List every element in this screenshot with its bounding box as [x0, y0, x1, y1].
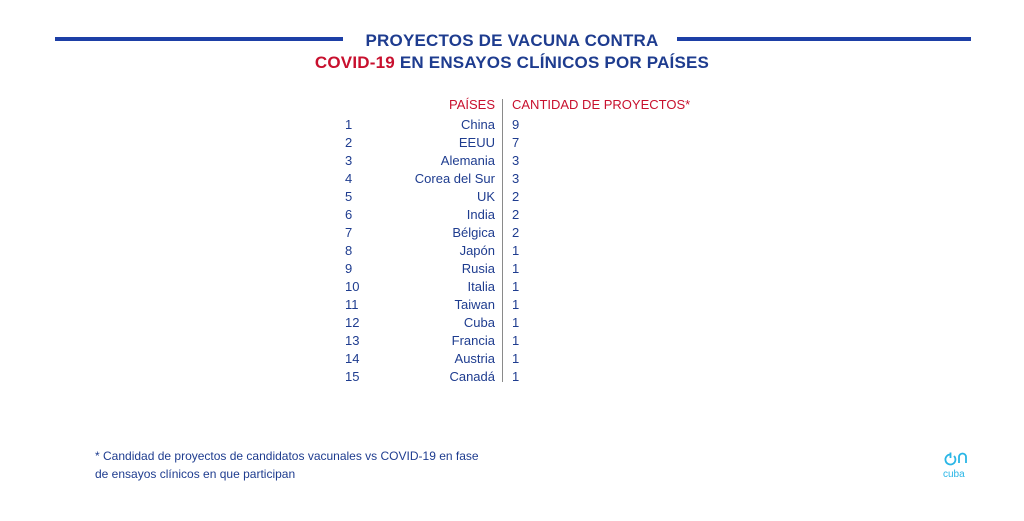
table-row	[0, 135, 1024, 153]
row-country: Francia	[451, 333, 495, 348]
row-rank: 2	[345, 135, 353, 150]
row-rank: 3	[345, 153, 353, 168]
table-row	[0, 369, 1024, 387]
row-country: China	[461, 117, 495, 132]
row-country: Rusia	[461, 261, 495, 276]
row-rank: 4	[345, 171, 353, 186]
table-row	[0, 117, 1024, 135]
chart-title-rest: EN ENSAYOS CLÍNICOS POR PAÍSES	[394, 53, 710, 72]
row-value: 1	[512, 297, 520, 312]
row-rank: 12	[345, 315, 360, 330]
row-country: Alemania	[440, 153, 495, 168]
column-header-cantidad: CANTIDAD DE PROYECTOS*	[512, 97, 691, 112]
row-country: Bélgica	[452, 225, 495, 240]
footnote-line1: * Candidad de proyectos de candidatos vacunales vs COVID-19 en fase	[95, 449, 479, 463]
oncuba-logo	[942, 451, 974, 479]
table-row	[0, 225, 1024, 243]
row-country: Japón	[459, 243, 495, 258]
table-row	[0, 207, 1024, 225]
row-value: 3	[512, 153, 520, 168]
row-rank: 11	[345, 297, 359, 312]
row-rank: 13	[345, 333, 360, 348]
row-value: 1	[512, 243, 520, 258]
table-row	[0, 153, 1024, 171]
table-row	[0, 315, 1024, 333]
chart-title-line2	[0, 53, 1024, 73]
table-row	[0, 261, 1024, 279]
logo-text: cuba	[943, 469, 965, 479]
row-country: UK	[476, 189, 495, 204]
row-rank: 10	[345, 279, 360, 294]
row-rank: 15	[345, 369, 360, 384]
row-value: 1	[512, 261, 520, 276]
table-row	[0, 351, 1024, 369]
row-value: 7	[512, 135, 520, 150]
row-rank: 8	[345, 243, 353, 258]
row-rank: 5	[345, 189, 353, 204]
table-row	[0, 297, 1024, 315]
row-value: 2	[512, 207, 520, 222]
footnote-line2: de ensayos clínicos en que participan	[95, 467, 296, 481]
row-country: Taiwan	[454, 297, 495, 312]
row-country: EEUU	[458, 135, 495, 150]
row-value: 1	[512, 369, 520, 384]
row-country: India	[466, 207, 495, 222]
table-row	[0, 279, 1024, 297]
row-country: Corea del Sur	[414, 171, 495, 186]
column-header-paises: PAÍSES	[448, 97, 495, 112]
row-country: Canadá	[449, 369, 495, 384]
table-row	[0, 243, 1024, 261]
table-row	[0, 189, 1024, 207]
row-value: 1	[512, 279, 520, 294]
row-country: Austria	[454, 351, 495, 366]
row-rank: 7	[345, 225, 353, 240]
chart-title-covid: COVID-19	[314, 53, 395, 72]
table-row	[0, 333, 1024, 351]
row-rank: 6	[345, 207, 353, 222]
row-country: Cuba	[463, 315, 495, 330]
row-value: 9	[512, 117, 520, 132]
row-rank: 9	[345, 261, 353, 276]
row-value: 1	[512, 351, 520, 366]
row-rank: 1	[345, 117, 353, 132]
chart-title-line1: PROYECTOS DE VACUNA CONTRA	[365, 31, 659, 50]
row-value: 2	[512, 225, 520, 240]
row-value: 1	[512, 333, 520, 348]
row-country: Italia	[467, 279, 495, 294]
table-row	[0, 171, 1024, 189]
row-value: 3	[512, 171, 520, 186]
row-value: 2	[512, 189, 520, 204]
row-value: 1	[512, 315, 520, 330]
row-rank: 14	[345, 351, 360, 366]
